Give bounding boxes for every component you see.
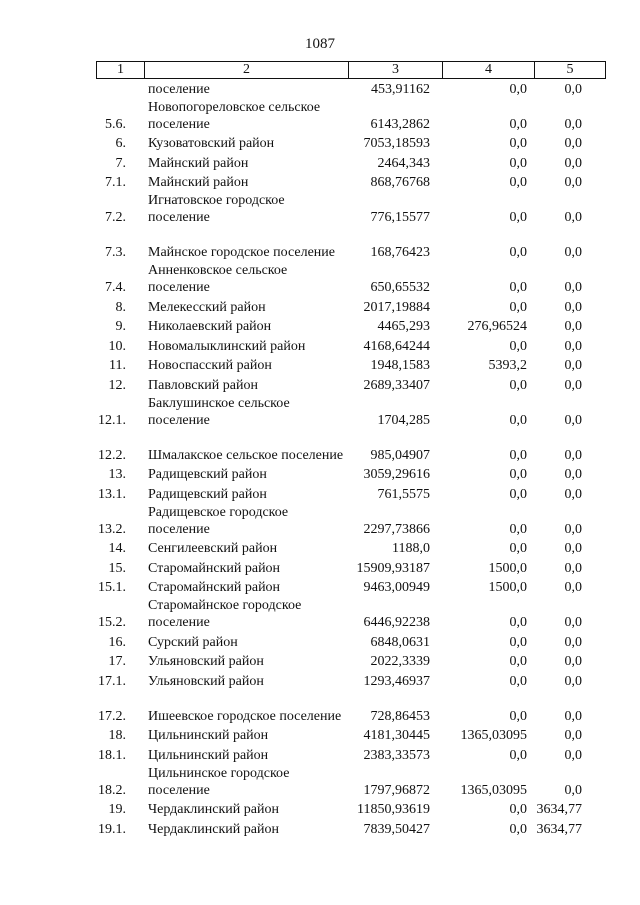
row-value-col4: 0,0 <box>509 634 527 650</box>
row-value-col3: 4168,64244 <box>363 338 430 354</box>
row-number: 7.4. <box>105 280 126 295</box>
row-value-col3: 7839,50427 <box>363 821 430 837</box>
table-row <box>0 652 640 672</box>
row-value-col5: 0,0 <box>564 299 582 315</box>
row-value-col3: 7053,18593 <box>363 136 430 151</box>
row-number: 12. <box>108 377 126 393</box>
row-value-col4: 0,0 <box>509 467 527 482</box>
row-value-col4: 0,0 <box>509 136 527 151</box>
table-row <box>0 691 640 726</box>
row-number: 18.1. <box>98 747 126 763</box>
row-value-col4: 0,0 <box>509 412 527 428</box>
row-name: Новомалыклинский район <box>148 338 306 354</box>
row-value-col3: 1704,285 <box>377 412 430 428</box>
row-value-col5: 3634,77 <box>536 821 582 837</box>
row-name: Радищевский район <box>148 467 267 482</box>
row-value-col4: 0,0 <box>509 821 527 837</box>
row-number: 6. <box>115 136 126 151</box>
row-value-col4: 0,0 <box>509 521 527 537</box>
row-name: Цильнинский район <box>148 728 269 743</box>
row-value-col3: 2464,343 <box>377 155 430 171</box>
table-row <box>0 430 640 465</box>
row-name: Майнский район <box>148 155 249 171</box>
row-number: 15. <box>108 560 126 576</box>
row-value-col3: 453,91162 <box>371 81 430 97</box>
row-value-col4: 0,0 <box>509 299 527 315</box>
row-value-col4: 0,0 <box>509 802 527 817</box>
row-number: 15.1. <box>98 580 126 595</box>
table-row <box>0 819 640 839</box>
row-value-col5: 0,0 <box>564 782 582 798</box>
table-row <box>0 671 640 691</box>
row-value-col4: 0,0 <box>509 245 527 260</box>
table-row <box>0 539 640 559</box>
row-number: 14. <box>108 541 126 556</box>
table-row <box>0 262 640 297</box>
row-value-col5: 0,0 <box>564 175 582 190</box>
row-value-col4: 0,0 <box>509 654 527 669</box>
row-number: 7. <box>115 155 126 171</box>
row-value-col5: 0,0 <box>564 580 582 595</box>
row-number: 9. <box>115 319 126 334</box>
row-value-col3: 2017,19884 <box>363 299 430 315</box>
table-row <box>0 79 640 99</box>
table-row <box>0 504 640 539</box>
row-name: Чердаклинский район <box>148 821 279 837</box>
row-value-col5: 0,0 <box>564 521 582 537</box>
row-value-col4: 1500,0 <box>488 580 527 595</box>
row-number: 7.3. <box>105 245 126 260</box>
table-row <box>0 745 640 765</box>
row-number: 17.1. <box>98 673 126 689</box>
row-number: 8. <box>115 299 126 315</box>
column-header-3: 3 <box>349 62 443 78</box>
row-value-col4: 0,0 <box>509 673 527 689</box>
table-column-header <box>96 61 606 79</box>
row-value-col3: 868,76768 <box>370 175 430 190</box>
row-number: 7.2. <box>105 210 126 225</box>
row-name: Игнатовское городское поселение <box>148 193 285 225</box>
row-value-col5: 0,0 <box>564 245 582 260</box>
row-value-col5: 0,0 <box>564 447 582 463</box>
row-number: 13. <box>108 467 126 482</box>
row-value-col4: 0,0 <box>509 210 527 225</box>
row-value-col5: 0,0 <box>564 615 582 630</box>
row-value-col4: 0,0 <box>509 708 527 724</box>
row-value-col3: 6143,2862 <box>370 116 430 132</box>
row-value-col3: 11850,93619 <box>357 802 430 817</box>
row-value-col4: 0,0 <box>509 155 527 171</box>
row-value-col3: 2689,33407 <box>363 377 430 393</box>
row-value-col3: 6446,92238 <box>363 615 430 630</box>
row-value-col4: 0,0 <box>509 541 527 556</box>
row-value-col5: 0,0 <box>564 377 582 393</box>
column-header-2: 2 <box>145 62 349 78</box>
row-value-col3: 650,65532 <box>370 280 430 295</box>
row-value-col5: 0,0 <box>564 210 582 225</box>
row-number: 15.2. <box>98 615 126 630</box>
row-value-col3: 4181,30445 <box>363 728 430 743</box>
row-number: 12.2. <box>98 447 126 463</box>
row-name: Баклушинское сельское поселение <box>148 395 290 428</box>
row-value-col3: 728,86453 <box>370 708 430 724</box>
row-value-col4: 0,0 <box>509 747 527 763</box>
row-value-col3: 2383,33573 <box>363 747 430 763</box>
row-value-col3: 761,5575 <box>377 486 430 502</box>
row-value-col4: 0,0 <box>509 81 527 97</box>
table-row <box>0 800 640 820</box>
table-row <box>0 153 640 173</box>
row-value-col4: 1365,03095 <box>460 782 527 798</box>
row-name: Майнское городское поселение <box>148 245 335 260</box>
row-name: Анненковское сельское поселение <box>148 263 288 295</box>
row-value-col5: 0,0 <box>564 136 582 151</box>
table-row <box>0 578 640 598</box>
row-value-col4: 0,0 <box>509 615 527 630</box>
row-value-col3: 1293,46937 <box>363 673 430 689</box>
row-name: Чердаклинский район <box>148 802 279 817</box>
row-value-col3: 6848,0631 <box>370 634 430 650</box>
row-number: 13.2. <box>98 521 126 537</box>
row-value-col3: 4465,293 <box>377 319 430 334</box>
row-name: Павловский район <box>148 377 258 393</box>
row-value-col3: 168,76423 <box>370 245 430 260</box>
row-value-col4: 276,96524 <box>467 319 527 334</box>
row-name: Майнский район <box>148 175 249 190</box>
row-value-col4: 0,0 <box>509 338 527 354</box>
row-value-col3: 985,04907 <box>370 447 430 463</box>
page-number: 1087 <box>305 36 335 52</box>
row-name: Цильнинское городское поселение <box>148 765 290 798</box>
table-row <box>0 395 640 430</box>
row-name: Старомайнский район <box>148 580 281 595</box>
row-name: Шмалакское сельское поселение <box>148 447 344 463</box>
row-value-col5: 0,0 <box>564 116 582 132</box>
row-value-col3: 1948,1583 <box>370 358 430 373</box>
row-number: 10. <box>108 338 126 354</box>
row-name: Мелекесский район <box>148 299 266 315</box>
row-value-col3: 1797,96872 <box>363 782 430 798</box>
table-row <box>0 356 640 376</box>
row-value-col5: 0,0 <box>564 654 582 669</box>
row-value-col5: 0,0 <box>564 280 582 295</box>
row-value-col5: 0,0 <box>564 747 582 763</box>
row-value-col5: 0,0 <box>564 81 582 97</box>
row-value-col5: 0,0 <box>564 319 582 334</box>
row-value-col5: 0,0 <box>564 728 582 743</box>
table-row <box>0 317 640 337</box>
row-value-col5: 0,0 <box>564 634 582 650</box>
table-row <box>0 632 640 652</box>
row-number: 7.1. <box>105 175 126 190</box>
row-name: Ишеевское городское поселение <box>148 708 342 724</box>
table-row <box>0 134 640 154</box>
row-number: 17.2. <box>98 708 126 724</box>
row-number: 18.2. <box>98 782 126 798</box>
row-number: 19. <box>108 802 126 817</box>
row-value-col5: 0,0 <box>564 486 582 502</box>
table-row <box>0 597 640 632</box>
row-number: 19.1. <box>98 821 126 837</box>
table-row <box>0 336 640 356</box>
row-value-col3: 776,15577 <box>370 210 430 225</box>
table-row <box>0 375 640 395</box>
row-value-col3: 2297,73866 <box>363 521 430 537</box>
row-name: Новоспасский район <box>148 358 272 373</box>
column-header-1: 1 <box>97 62 145 78</box>
table-row <box>0 484 640 504</box>
row-value-col4: 0,0 <box>509 116 527 132</box>
row-name: Кузоватовский район <box>148 136 275 151</box>
column-header-4: 4 <box>443 62 535 78</box>
row-name: Ульяновский район <box>148 654 264 669</box>
row-value-col5: 0,0 <box>564 673 582 689</box>
row-name: Новопогореловское сельское поселение <box>148 99 321 132</box>
row-value-col4: 0,0 <box>509 486 527 502</box>
row-value-col3: 9463,00949 <box>363 580 430 595</box>
row-value-col5: 0,0 <box>564 708 582 724</box>
row-value-col5: 0,0 <box>564 338 582 354</box>
table-row <box>0 227 640 262</box>
table-row <box>0 192 640 227</box>
row-name: Сурский район <box>148 634 238 650</box>
row-number: 16. <box>108 634 126 650</box>
row-name: Сенгилеевский район <box>148 541 278 556</box>
row-value-col4: 0,0 <box>509 377 527 393</box>
row-value-col3: 1188,0 <box>392 541 430 556</box>
table-row <box>0 765 640 800</box>
row-number: 12.1. <box>98 412 126 428</box>
row-name: Радищевское городское поселение <box>148 504 289 537</box>
row-name: Старомайнский район <box>148 560 281 576</box>
row-value-col5: 0,0 <box>564 358 582 373</box>
row-value-col4: 5393,2 <box>488 358 527 373</box>
table-body <box>0 79 640 839</box>
row-value-col5: 0,0 <box>564 560 582 576</box>
row-name: Цильнинский район <box>148 747 269 763</box>
table-row <box>0 173 640 193</box>
row-number: 13.1. <box>98 486 126 502</box>
table-row <box>0 465 640 485</box>
row-value-col5: 0,0 <box>564 467 582 482</box>
table-row <box>0 99 640 134</box>
row-number: 5.6. <box>105 116 126 132</box>
row-name: поселение <box>148 81 210 97</box>
row-number: 11. <box>109 358 126 373</box>
row-name: Ульяновский район <box>148 673 264 689</box>
row-value-col5: 0,0 <box>564 412 582 428</box>
table-row <box>0 297 640 317</box>
row-name: Старомайнское городское поселение <box>148 598 302 630</box>
row-value-col5: 3634,77 <box>536 802 582 817</box>
row-value-col3: 15909,93187 <box>356 560 430 576</box>
row-value-col3: 2022,3339 <box>370 654 430 669</box>
row-value-col3: 3059,29616 <box>363 467 430 482</box>
row-name: Николаевский район <box>148 319 272 334</box>
row-number: 17. <box>108 654 126 669</box>
row-value-col4: 0,0 <box>509 280 527 295</box>
row-value-col4: 0,0 <box>509 175 527 190</box>
row-value-col4: 1365,03095 <box>460 728 527 743</box>
row-value-col4: 0,0 <box>509 447 527 463</box>
table-row <box>0 558 640 578</box>
row-name: Радищевский район <box>148 486 267 502</box>
row-value-col5: 0,0 <box>564 155 582 171</box>
row-number: 18. <box>108 728 126 743</box>
row-value-col4: 1500,0 <box>488 560 527 576</box>
row-value-col5: 0,0 <box>564 541 582 556</box>
column-header-5: 5 <box>566 62 574 77</box>
table-row <box>0 726 640 746</box>
